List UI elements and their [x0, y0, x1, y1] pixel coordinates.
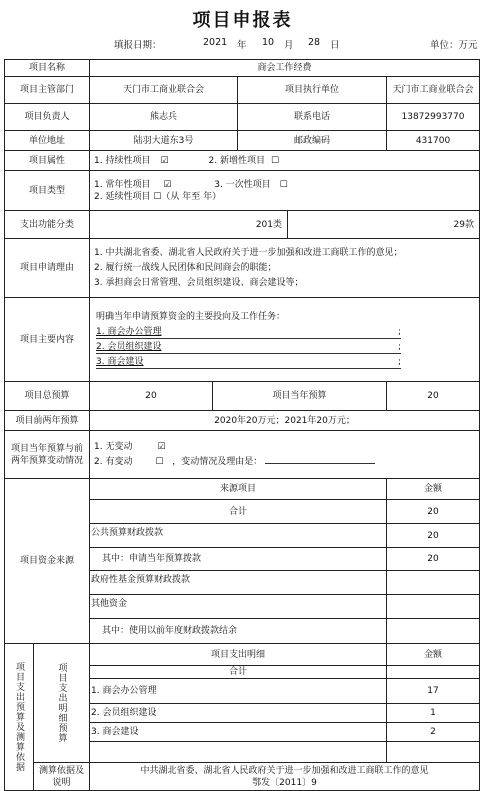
phone-label: 联系电话	[237, 103, 387, 131]
change-options	[89, 430, 480, 479]
date-month: 10	[262, 37, 275, 48]
type-opt2: 2. 延续性项目 ☐（从 年至 年）	[94, 191, 222, 202]
date-day: 28	[308, 37, 321, 48]
detail-item-2: 2. 会员组织建设	[89, 703, 387, 723]
attr-opt1-checkbox[interactable]: ☑	[160, 155, 169, 166]
year-budget: 20	[386, 381, 480, 411]
funds-public-sub: 其中：申请当年预算拨款	[89, 547, 387, 571]
content-body	[89, 297, 480, 382]
funds-public: 公共预算财政拨款	[89, 523, 387, 548]
total-budget: 20	[89, 381, 213, 411]
func-item: 29款	[287, 210, 480, 239]
funds-other-sub: 其中：使用以前年度财政拨款结余	[89, 618, 387, 644]
change-opt2: 2. 有变动	[94, 457, 133, 467]
authority-value: 天门市工商业联合会	[89, 76, 238, 104]
executor-label: 项目执行单位	[237, 76, 387, 104]
reason-content	[89, 238, 480, 298]
func-class: 201类	[89, 210, 288, 239]
year-budget-label: 项目当年预算	[212, 381, 387, 411]
func-label: 支出功能分类	[4, 210, 90, 239]
prev-budget: 2020年20万元；2021年20万元；	[89, 410, 480, 431]
attr-opt1: 1. 持续性项目	[94, 155, 151, 166]
form-title: 项目申报表	[192, 10, 293, 31]
date-year-unit: 年	[237, 40, 247, 51]
attr-options	[89, 150, 480, 171]
detail-total-amount	[386, 665, 480, 679]
content-intro: 明确当年申请预算资金的主要投向及工作任务：	[96, 311, 286, 322]
reason-line-1: 1. 中共湖北省委、湖北省人民政府关于进一步加强和改进工商联工作的意见；	[94, 248, 403, 258]
content-line-3: 3. 商会建设 ;	[96, 356, 401, 367]
calc-text-line-2: 鄂发〔2011〕9	[252, 777, 317, 788]
project-name: 商会工作经费	[89, 59, 480, 77]
project-name-label: 项目名称	[4, 59, 90, 77]
detail-label: 项目支出明细预算	[33, 643, 90, 763]
authority-label: 项目主管部门	[4, 76, 90, 104]
phone-value: 13872993770	[386, 103, 480, 131]
funds-head-amount: 金额	[386, 478, 480, 500]
content-line-1: 1. 商会办公管理 ;	[96, 326, 401, 337]
total-budget-label: 项目总预算	[4, 381, 90, 411]
address-label: 单位地址	[4, 130, 90, 151]
change-opt1-checkbox[interactable]: ☑	[157, 442, 166, 452]
detail-head-amount: 金额	[386, 643, 480, 666]
type-opt1-checkbox[interactable]: ☑	[163, 179, 172, 190]
funds-total-label: 合计	[89, 499, 387, 524]
funds-other-amount	[386, 594, 480, 619]
reason-line-3: 3. 承担商会日常管理、会员组织建设、商会建设等；	[94, 278, 304, 288]
funds-gov-amount	[386, 570, 480, 595]
detail-item-1-amount: 17	[386, 678, 480, 704]
date-month-unit: 月	[284, 40, 294, 51]
detail-item-1: 1. 商会办公管理	[89, 678, 387, 704]
detail-item-3: 3. 商会建设	[89, 722, 387, 742]
type-opt1: 1. 常年性项目	[94, 179, 151, 190]
type-options	[89, 170, 480, 211]
calc-text	[89, 762, 480, 791]
date-year: 2021	[203, 37, 228, 48]
address-value: 陆羽大道东3号	[89, 130, 238, 151]
reason-line-2: 2. 履行统一战线人民团体和民间商会的职能；	[94, 263, 277, 273]
calc-label: 测算依据及说明	[33, 762, 90, 791]
date-label: 填报日期：	[114, 40, 162, 51]
date-day-unit: 日	[330, 40, 340, 51]
type-label: 项目类型	[4, 170, 90, 211]
funds-public-sub-amount: 20	[386, 547, 480, 571]
leader-value: 熊志兵	[89, 103, 238, 131]
basis-label: 项目支出预算及测算依据	[4, 643, 34, 791]
attr-label: 项目属性	[4, 150, 90, 171]
funds-gov: 政府性基金预算财政拨款	[89, 570, 387, 595]
leader-label: 项目负责人	[4, 103, 90, 131]
calc-text-line-1: 中共湖北省委、湖北省人民政府关于进一步加强和改进工商联工作的意见	[140, 765, 429, 776]
attr-opt2: 2. 新增性项目	[208, 155, 265, 166]
unit-label: 单位：万元	[430, 40, 478, 51]
type-opt3-checkbox[interactable]: ☐	[279, 179, 288, 190]
attr-opt2-checkbox[interactable]: ☐	[270, 155, 280, 166]
funds-total: 20	[386, 499, 480, 524]
detail-head: 项目支出明细	[89, 643, 387, 666]
detail-blank-row	[89, 741, 387, 763]
postcode-value: 431700	[386, 130, 480, 151]
funds-label: 项目资金来源	[4, 478, 90, 644]
content-label: 项目主要内容	[4, 297, 90, 382]
change-opt2-checkbox[interactable]: ☐	[155, 457, 164, 467]
detail-item-2-amount: 1	[386, 703, 480, 723]
detail-blank-amount	[386, 741, 480, 763]
executor-value: 天门市工商业联合会	[386, 76, 480, 104]
funds-public-amount: 20	[386, 523, 480, 548]
reason-label: 项目申请理由	[4, 238, 90, 298]
change-opt2-text: ，变动情况及理由是：	[172, 457, 263, 467]
funds-other: 其他资金	[89, 594, 387, 619]
postcode-label: 邮政编码	[237, 130, 387, 151]
detail-item-3-amount: 2	[386, 722, 480, 742]
change-reason-blank[interactable]	[265, 463, 375, 464]
detail-total-label: 合计	[89, 665, 387, 679]
prev-budget-label: 项目前两年预算	[4, 410, 90, 431]
change-label: 项目当年预算与前两年预算变动情况	[4, 430, 90, 479]
funds-other-sub-amount	[386, 618, 480, 644]
type-opt3: 3. 一次性项目	[214, 179, 271, 190]
change-opt1: 1. 无变动	[94, 442, 133, 452]
funds-head-source: 来源项目	[89, 478, 387, 500]
content-line-2: 2. 会员组织建设 ;	[96, 341, 401, 352]
